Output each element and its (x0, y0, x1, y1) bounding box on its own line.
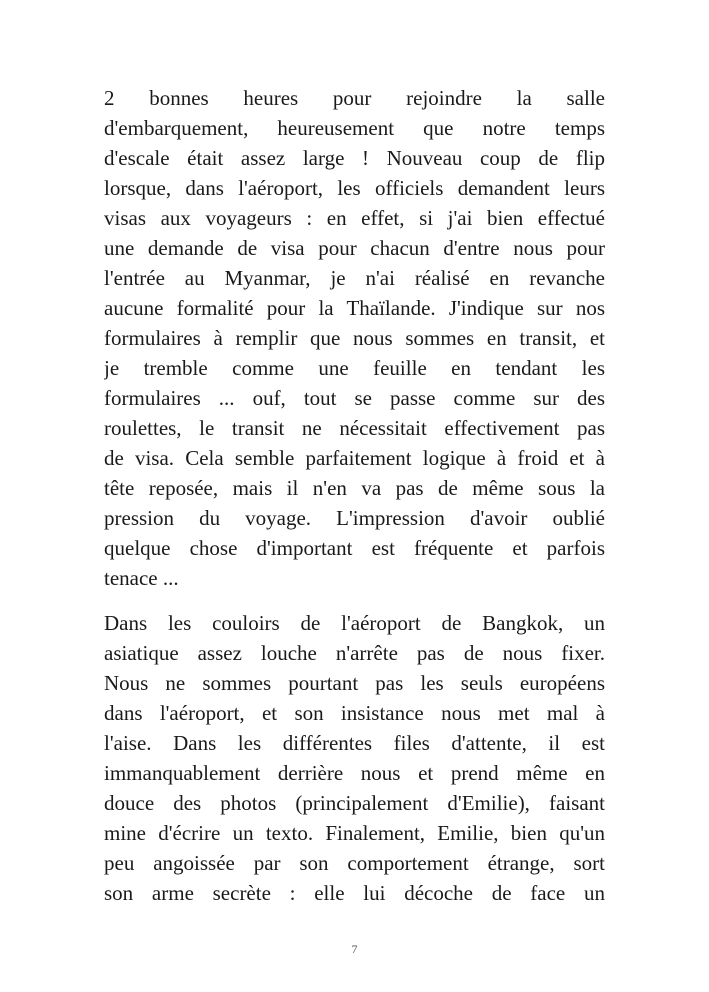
text-line: douce des photos (principalement d'Emilie), faisant (104, 791, 605, 815)
paragraph-2 (104, 608, 605, 908)
text-line: une demande de visa pour chacun d'entre nous pour (104, 236, 605, 260)
text-line: tenace ... (104, 566, 179, 590)
text-line: formulaires ... ouf, tout se passe comme sur des (104, 386, 605, 410)
text-line: roulettes, le transit ne nécessitait effectivement pas (104, 416, 605, 440)
text-line: Nous ne sommes pourtant pas les seuls européens (104, 671, 605, 695)
text-line: formulaires à remplir que nous sommes en transit, et (104, 326, 605, 350)
text-line: l'aise. Dans les différentes files d'attente, il est (104, 731, 605, 755)
text-line: mine d'écrire un texto. Finalement, Emilie, bien qu'un (104, 821, 605, 845)
text-line: aucune formalité pour la Thaïlande. J'indique sur nos (104, 296, 605, 320)
text-line: asiatique assez louche n'arrête pas de nous fixer. (104, 641, 605, 665)
text-line: lorsque, dans l'aéroport, les officiels demandent leurs (104, 176, 605, 200)
text-line: d'embarquement, heureusement que notre temps (104, 116, 605, 140)
text-line: tête reposée, mais il n'en va pas de même sous la (104, 476, 605, 500)
text-line: Dans les couloirs de l'aéroport de Bangkok, un (104, 611, 605, 635)
text-line: l'entrée au Myanmar, je n'ai réalisé en revanche (104, 266, 605, 290)
text-line: son arme secrète : elle lui décoche de face un (104, 881, 605, 905)
text-line: je tremble comme une feuille en tendant les (104, 356, 605, 380)
paragraph-1 (104, 83, 605, 593)
text-line: 2 bonnes heures pour rejoindre la salle (104, 86, 605, 110)
text-line: dans l'aéroport, et son insistance nous met mal à (104, 701, 605, 725)
text-line: pression du voyage. L'impression d'avoir oublié (104, 506, 605, 530)
text-line: visas aux voyageurs : en effet, si j'ai bien effectué (104, 206, 605, 230)
text-line: d'escale était assez large ! Nouveau coup de flip (104, 146, 605, 170)
text-line: immanquablement derrière nous et prend même en (104, 761, 605, 785)
page-number: 7 (351, 942, 358, 956)
text-line: de visa. Cela semble parfaitement logique à froid et à (104, 446, 605, 470)
text-line: quelque chose d'important est fréquente et parfois (104, 536, 605, 560)
text-line: peu angoissée par son comportement étrange, sort (104, 851, 605, 875)
